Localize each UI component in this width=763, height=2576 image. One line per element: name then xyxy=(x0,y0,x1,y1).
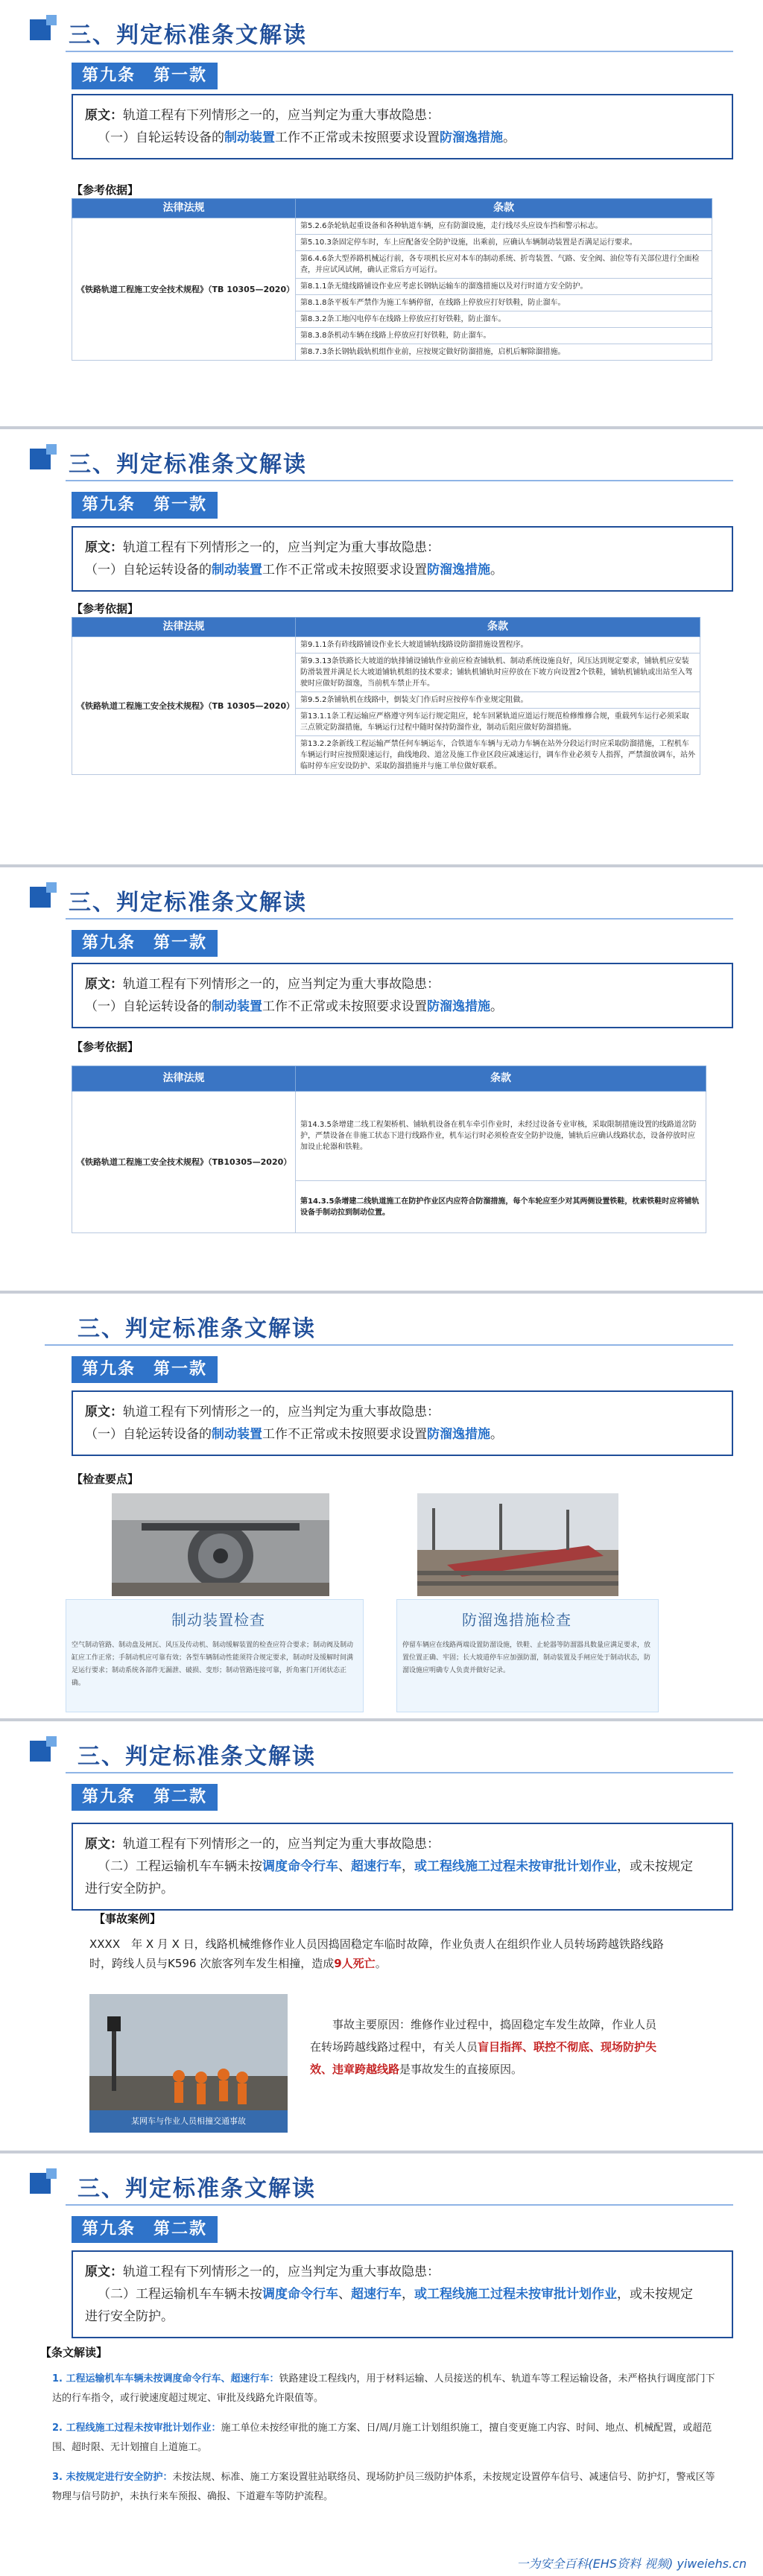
reference-label: 【参考依据】 xyxy=(72,1040,139,1054)
analysis-points xyxy=(52,2370,723,2507)
title-underline xyxy=(66,1772,733,1773)
original-text-box: 原文：轨道工程有下列情形之一的，应当判定为重大事故隐患： （二）工程运输机车车辆未按调度命令行车、超速行车，或工程线施工过程未按审批计划作业，或未按规定 进行安全防护。 xyxy=(72,2250,733,2338)
title-underline xyxy=(66,918,733,920)
anti-slip-check-title: 防溜逸措施检查 xyxy=(462,1611,572,1629)
brake-check-text: 空气制动管路、制动盘及闸瓦、风压及传动机、制动缓解装置的检查应符合要求；制动阀及制动缸应工作正常；手制动机应可靠有效；各型车辆制动性能须符合规定要求，制动时及缓解时间满足运行要求；制动系统各部件无漏泄、破损、变形；制动管路连接可靠，折角塞门开闭状态正确。 xyxy=(72,1642,354,1687)
slide-1 xyxy=(0,0,763,426)
reference-table xyxy=(72,617,700,775)
table-row: 第9.5.2条铺轨机在线路中，倒装支门作后时应按停车作业规定阻做。 xyxy=(296,692,700,709)
law-cell: 《铁路轨道工程施工安全技术规程》（TB 10305—2020） xyxy=(72,637,296,775)
reference-table xyxy=(72,198,712,361)
title-decoration-small xyxy=(46,1736,57,1747)
analysis-point: 2. 工程线施工过程未按审批计划作业：施工单位未按经审批的施工方案、日/周/月施工计划组织施工，擅自变更施工内容、时间、地点、机械配置，或超范围、超时限、无计划擅自上道施工。 xyxy=(52,2422,712,2453)
original-text-box: 原文：轨道工程有下列情形之一的，应当判定为重大事故隐患： （一）自轮运转设备的制动装置工作不正常或未按照要求设置防溜逸措施。 xyxy=(72,526,733,592)
table-row: 第13.1.1条工程运输应严格遵守列车运行规定阻应，轮车回紧轨道应道运行规范检修维修合规，重载列车运行必须采取三点锁定防溜措施，车辆运行过程中随时保持防溜作业，制动后阻应做好防溜措施。 xyxy=(296,709,700,736)
clause-tag: 第九条 第二款 xyxy=(72,1784,218,1811)
analysis-point: 1. 工程运输机车车辆未按调度命令行车、超速行车：铁路建设工程线内，用于材料运输、人员接送的机车、轨道车等工程运输设备，未严格执行调度部门下达的行车指令，或行驶速度超过规定、审批及线路允许限值等。 xyxy=(52,2373,715,2404)
analysis-label: 【条文解读】 xyxy=(40,2346,108,2359)
reference-table xyxy=(72,1066,706,1233)
table-row: 第5.10.3条固定停车时，车上应配备安全防护设施，出乘前，应确认车辆制动装置是否满足运行要求。 xyxy=(296,235,712,251)
clause-tag: 第九条 第一款 xyxy=(72,930,218,957)
table-row: 第13.2.2条新线工程运输严禁任何车辆运车，合铁道车车辆与无动力车辆在站外分段运行时应采取防溜措施，工程机车车辆运行时应按照限速运行，曲线地段、道岔及施工作业区段应减速运行，调车作业必须专人指挥，严禁溜放调车，站外临时停车应安设防护、采取防溜措施并与施工单位做好联系。 xyxy=(296,736,700,775)
slide-5 xyxy=(0,1721,763,2151)
rail-photo xyxy=(417,1493,618,1596)
table-header-law: 法律法规 xyxy=(72,199,296,218)
section-title: 三、判定标准条文解读 xyxy=(77,1744,316,1770)
brake-check-title: 制动装置检查 xyxy=(171,1611,265,1629)
accident-photo xyxy=(89,1994,288,2133)
clause-tag: 第九条 第一款 xyxy=(72,63,218,89)
clause-tag: 第九条 第一款 xyxy=(72,492,218,519)
case-cause: 事故主要原因：维修作业过程中，捣固稳定车发生故障，作业人员在转场跨越线路过程中，有关人员盲目指挥、联控不彻底、现场防护失效、违章跨越线路是事故发生的直接原因。 xyxy=(310,2018,657,2076)
clause-tag: 第九条 第二款 xyxy=(72,2216,218,2243)
title-decoration-small xyxy=(46,882,57,893)
footer-watermark: 一为安全百科(EHS资料 视频) yiweiehs.cn xyxy=(516,2557,747,2571)
title-underline xyxy=(66,51,733,52)
table-header-clause: 条款 xyxy=(296,199,712,218)
section-title: 三、判定标准条文解读 xyxy=(77,1316,316,1342)
case-description: XXXX 年 X 月 X 日，线路机械维修作业人员因捣固稳定车临时故障，作业负责人在组织作业人员转场跨越铁路线路时，跨线人员与K596 次旅客列车发生相撞，造成9人死亡。 xyxy=(89,1937,664,1970)
title-decoration-small xyxy=(46,444,57,455)
title-underline xyxy=(66,2204,733,2206)
table-header-clause: 条款 xyxy=(296,618,700,637)
section-title: 三、判定标准条文解读 xyxy=(69,890,307,916)
slide-4 xyxy=(0,1294,763,1718)
table-row: 第8.1.8条平板车严禁作为施工车辆停留，在线路上停放应打好铁鞋，防止溜车。 xyxy=(296,295,712,311)
law-cell: 《铁路轨道工程施工安全技术规程》（TB10305—2020） xyxy=(72,1092,296,1233)
reference-label: 【参考依据】 xyxy=(72,183,139,197)
table-row: 第8.1.1条无缝线路铺设作业应考虑长钢轨运输车的溜逸措施以及对行时道方安全防护。 xyxy=(296,279,712,295)
table-row: 第5.2.6条轮轨起重设备和各种轨道车辆，应有防溜设施，走行线尽头应设车挡和警示标志。 xyxy=(296,218,712,235)
table-header-law: 法律法规 xyxy=(72,618,296,637)
analysis-point: 3. 未按规定进行安全防护：未按法规、标准、施工方案设置驻站联络员、现场防护员三级防护体系，未按规定设置停车信号、减速信号、防护灯，警戒区等物理与信号防护，未执行来车预报、确报、下道避车等防护流程。 xyxy=(52,2472,715,2502)
check-points-label: 【检查要点】 xyxy=(72,1472,139,1486)
table-header-law: 法律法规 xyxy=(72,1066,296,1092)
section-title: 三、判定标准条文解读 xyxy=(77,2176,316,2202)
anti-slip-check-text: 停留车辆应在线路两端设置防溜设施，铁鞋、止轮器等防溜器具数量应满足要求，放置位置正确、牢固；长大坡道停车应加强防溜，制动装置及手闸应处于制动状态，防溜设施应明确专人负责并做好记录。 xyxy=(402,1642,651,1674)
table-row: 第8.7.3条长钢轨载轨机组作业前，应按规定做好防溜措施，启机后解除溜措施。 xyxy=(296,344,712,361)
title-decoration-small xyxy=(46,15,57,25)
original-text-box: 原文：轨道工程有下列情形之一的，应当判定为重大事故隐患： （一）自轮运转设备的制动装置工作不正常或未按照要求设置防溜逸措施。 xyxy=(72,1390,733,1456)
brake-photo xyxy=(112,1493,329,1596)
table-row: 第8.3.2条工地闪电停车在线路上停放应打好铁鞋，防止溜车。 xyxy=(296,311,712,328)
table-row: 第9.3.13条铁路长大坡道的轨排铺设铺轨作业前应检查铺轨机、制动系统设施良好，风压达到规定要求，铺轨机应安装防滑装置并满足长大坡道铺轨机组的技术要求；铺轨机铺轨时应停放在下坡方向设置2个铁鞋，铺轨机铺轨或出站至入驾驶时应做好防溜逸，当前机车禁止开车。 xyxy=(296,654,700,692)
title-underline xyxy=(45,1344,733,1346)
original-text-box: 原文：轨道工程有下列情形之一的，应当判定为重大事故隐患： （一）自轮运转设备的制动装置工作不正常或未按照要求设置防溜逸措施。 xyxy=(72,94,733,159)
table-row: 第14.3.5条增建二线工程架桥机、铺轨机设备在机车牵引作业时，未经过设备专业审核，采取限制措施设置的线路道岔防护，严禁设备在非施工状态下进行线路作业，机车运行时必须检查安全防护设施，铺轨后应确认线路状态，设备停放时应加设止轮器和铁鞋。 xyxy=(296,1092,706,1181)
table-row: 第6.4.6条大型养路机械运行前，各专项机长应对本车的制动系统、折弯装置、气路、安全阀、油位等有关部位进行全面检查，并应试风试闸，确认正常后方可运行。 xyxy=(296,251,712,279)
original-text-box: 原文：轨道工程有下列情形之一的，应当判定为重大事故隐患： （一）自轮运转设备的制动装置工作不正常或未按照要求设置防溜逸措施。 xyxy=(72,963,733,1028)
case-label: 【事故案例】 xyxy=(94,1912,162,1925)
slide-3 xyxy=(0,867,763,1291)
table-row: 第9.1.1条有砟线路铺设作业长大坡道铺轨线路设防溜措施设置程序。 xyxy=(296,637,700,654)
slide-2 xyxy=(0,429,763,864)
clause-tag: 第九条 第一款 xyxy=(72,1356,218,1383)
section-title: 三、判定标准条文解读 xyxy=(69,452,307,478)
photo-caption: 某网车与作业人员相撞交通事故 xyxy=(131,2116,246,2126)
title-decoration-small xyxy=(46,2168,57,2179)
slide-6 xyxy=(0,2153,763,2576)
original-text-box: 原文：轨道工程有下列情形之一的，应当判定为重大事故隐患： （二）工程运输机车车辆未按调度命令行车、超速行车，或工程线施工过程未按审批计划作业，或未按规定 进行安全防护。 xyxy=(72,1823,733,1911)
table-row: 第8.3.8条机动车辆在线路上停放应打好铁鞋，防止溜车。 xyxy=(296,328,712,344)
title-underline xyxy=(66,480,733,481)
reference-label: 【参考依据】 xyxy=(72,602,139,615)
table-row: 第14.3.5条增建二线轨道施工在防护作业区内应符合防溜措施，每个车轮应至少对其两侧设置铁鞋，枕索铁鞋时应将铺轨设备手制动拉到制动位置。 xyxy=(296,1181,706,1233)
table-header-clause: 条款 xyxy=(296,1066,706,1092)
law-cell: 《铁路轨道工程施工安全技术规程》（TB 10305—2020） xyxy=(72,218,296,361)
section-title: 三、判定标准条文解读 xyxy=(69,22,307,48)
